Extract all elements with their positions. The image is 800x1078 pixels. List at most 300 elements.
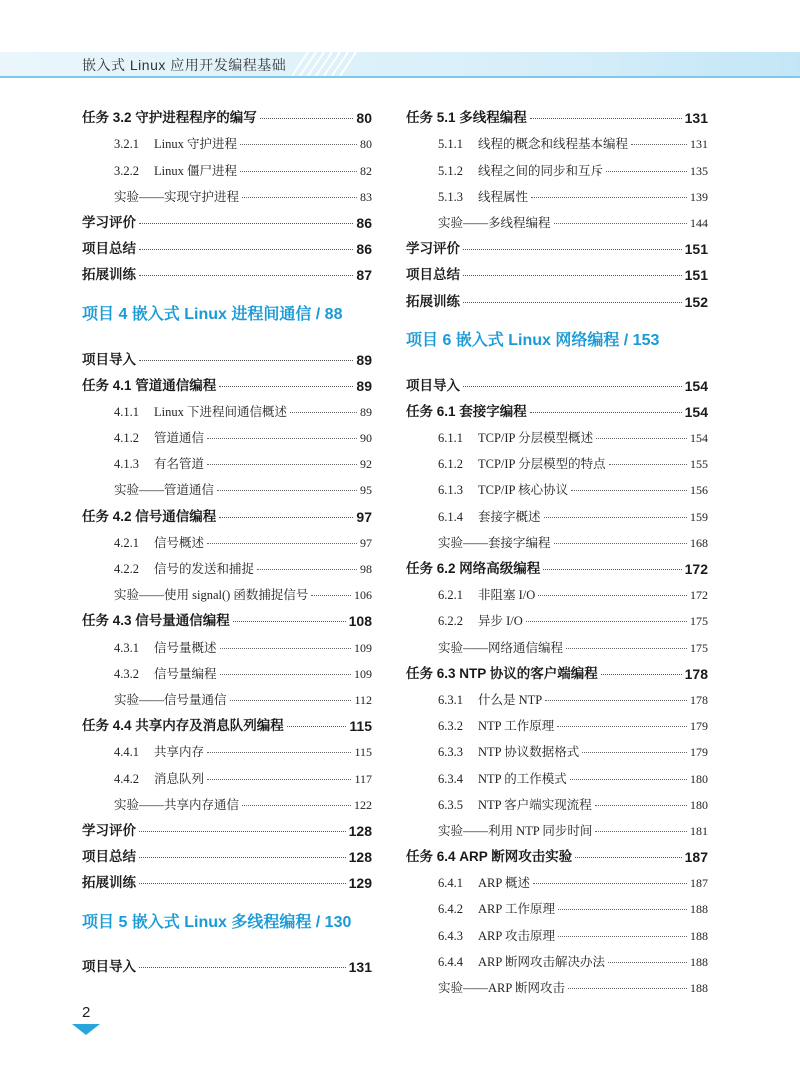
page-ref: 129 (348, 875, 372, 892)
section-number: 6.2.1 (438, 588, 463, 603)
toc-entry-title: 实验——信号量通信 (114, 692, 227, 707)
toc-entry-title: 套接字概述 (478, 509, 541, 524)
toc-entry-label (114, 742, 204, 760)
toc-entry-title: 线程的概念和线程基本编程 (478, 137, 629, 152)
toc-subentry[interactable] (406, 420, 708, 446)
toc-entry-label (438, 873, 530, 891)
toc-entry[interactable] (406, 231, 708, 257)
page-ref: 159 (690, 509, 708, 524)
page-ref: 187 (684, 849, 708, 866)
dot-leader (207, 543, 357, 544)
toc-entry[interactable] (82, 341, 372, 367)
toc-entry-title: 信号量编程 (154, 666, 217, 681)
page-ref: 112 (354, 692, 372, 707)
toc-subentry[interactable] (82, 126, 372, 152)
page-ref: 168 (690, 535, 708, 550)
toc-subentry[interactable] (82, 152, 372, 178)
section-number: 3.2.2 (114, 163, 139, 178)
page-ref: 98 (360, 562, 372, 576)
toc-entry-title: 实验——利用 NTP 同步时间 (438, 823, 593, 838)
toc-subentry[interactable] (82, 787, 372, 813)
toc-subentry[interactable] (406, 603, 708, 629)
page-ref: 117 (354, 771, 372, 786)
dot-leader (219, 386, 353, 387)
page-ref: 178 (690, 692, 708, 707)
dot-leader (526, 621, 687, 622)
toc-subentry[interactable] (406, 813, 708, 839)
project-heading: 项目 6 嵌入式 Linux 网络编程 / 153 (406, 332, 660, 349)
page-ref: 115 (354, 745, 372, 760)
toc-subentry[interactable] (406, 708, 708, 734)
dot-leader (207, 779, 351, 780)
dot-leader (463, 386, 682, 387)
page-marker-triangle (72, 1024, 100, 1035)
toc-subentry[interactable] (82, 760, 372, 786)
toc-subentry[interactable] (406, 179, 708, 205)
toc-entry-title: ARP 攻击原理 (478, 928, 555, 943)
toc-entry-title: 项目导入 (82, 351, 136, 367)
toc-subentry[interactable] (406, 629, 708, 655)
page-ref: 131 (690, 137, 708, 152)
toc-entry-title: 学习评价 (82, 822, 136, 838)
dot-leader (290, 412, 357, 413)
toc-entry-label (438, 507, 541, 525)
toc-entry-label (82, 845, 136, 865)
toc-subentry[interactable] (406, 944, 708, 970)
dot-leader (545, 700, 687, 701)
section-number: 6.4.4 (438, 954, 463, 969)
dot-leader (207, 464, 357, 465)
toc-entry-title: 实验——网络通信编程 (438, 640, 564, 655)
page-ref: 131 (684, 110, 708, 127)
dot-leader (543, 569, 681, 570)
dot-leader (606, 171, 687, 172)
page-ref: 90 (360, 431, 372, 446)
page-ref: 106 (354, 588, 372, 603)
toc-entry[interactable] (406, 257, 708, 283)
page-ref: 187 (690, 876, 708, 891)
toc-entry-label (438, 690, 542, 708)
toc-subentry[interactable] (82, 734, 372, 760)
toc-entry[interactable] (406, 656, 708, 682)
toc-entry[interactable] (82, 368, 372, 394)
page-ref: 151 (684, 241, 708, 258)
section-number: 5.1.3 (438, 189, 463, 204)
dot-leader (631, 144, 687, 145)
toc-entry[interactable] (82, 865, 372, 891)
toc-entry-title: 学习评价 (82, 214, 136, 230)
book-title: 嵌入式 Linux 应用开发编程基础 (82, 57, 287, 73)
section-number: 6.4.1 (438, 876, 463, 891)
toc-subentry[interactable] (82, 577, 372, 603)
toc-entry-title: 线程之间的同步和互斥 (478, 163, 604, 178)
toc-entry-label (82, 348, 136, 368)
dot-leader (463, 249, 682, 250)
dot-leader (240, 144, 357, 145)
dot-leader (220, 648, 351, 649)
toc-entry[interactable] (82, 100, 372, 126)
toc-entry-title: 项目导入 (406, 377, 460, 393)
toc-subentry[interactable] (406, 498, 708, 524)
toc-subentry[interactable] (82, 179, 372, 205)
dot-leader (260, 118, 354, 119)
project-heading: 项目 4 嵌入式 Linux 进程间通信 / 88 (82, 305, 343, 323)
toc-entry[interactable] (406, 839, 708, 865)
toc-entry[interactable] (82, 205, 372, 231)
section-number: 6.3.2 (438, 719, 463, 734)
page-ref: 188 (690, 928, 708, 943)
toc-entry[interactable] (82, 231, 372, 257)
toc-entry-title: 共享内存 (154, 745, 205, 760)
dot-leader (533, 883, 687, 884)
section-number: 4.2.2 (114, 562, 139, 576)
toc-entry-label (438, 480, 568, 498)
page-ref: 139 (690, 189, 708, 204)
dot-leader (139, 360, 353, 361)
section-number: 4.2.1 (114, 535, 139, 550)
toc-entry-label (438, 769, 567, 787)
dot-leader (571, 490, 687, 491)
page-ref: 83 (360, 189, 372, 204)
page-ref: 154 (690, 431, 708, 446)
toc-entry-label (114, 664, 217, 682)
section-number: 5.1.1 (438, 137, 463, 152)
page-ref: 89 (356, 351, 372, 368)
toc-entry[interactable] (82, 257, 372, 283)
dot-leader (554, 223, 687, 224)
toc-subentry[interactable] (406, 734, 708, 760)
toc-entry-title: 信号概述 (154, 535, 205, 550)
page-ref: 92 (360, 457, 372, 472)
toc-subentry[interactable] (82, 394, 372, 420)
toc-entry-title: 任务 6.2 网络高级编程 (406, 561, 541, 576)
toc-entry-title: 项目总结 (406, 267, 460, 283)
page-ref: 131 (348, 959, 372, 976)
toc-entry-label (406, 374, 460, 394)
section-number: 4.1.2 (114, 431, 139, 446)
toc-entry-label (114, 585, 308, 603)
toc-entry[interactable] (406, 368, 708, 394)
section-number: 4.3.2 (114, 666, 139, 681)
dot-leader (139, 275, 353, 276)
dot-leader (139, 249, 353, 250)
toc-entry-title: 实验——套接字编程 (438, 535, 551, 550)
toc-subentry[interactable] (406, 525, 708, 551)
toc-subentry[interactable] (406, 891, 708, 917)
toc-entry-label (82, 237, 136, 257)
page-ref: 180 (690, 797, 708, 812)
toc-subentry[interactable] (406, 682, 708, 708)
page-ref: 172 (684, 561, 708, 577)
page-ref: 156 (690, 483, 708, 498)
toc-left-column (82, 100, 372, 975)
toc-entry-label (438, 716, 554, 734)
page-ref: 172 (690, 588, 708, 603)
dot-leader (595, 831, 687, 832)
page-ref: 97 (356, 508, 372, 525)
page-ref: 109 (354, 666, 372, 681)
page-ref: 109 (354, 640, 372, 655)
dot-leader (230, 700, 352, 701)
dot-leader (311, 595, 351, 596)
toc-entry-title: 项目总结 (82, 241, 136, 257)
toc-entry-label (438, 926, 555, 944)
toc-subentry[interactable] (406, 126, 708, 152)
toc-entry-title: Linux 僵尸进程 (154, 163, 237, 178)
page-ref: 87 (356, 267, 372, 284)
toc-entry-title: 任务 6.4 ARP 断网攻击实验 (406, 849, 573, 865)
dot-leader (558, 909, 687, 910)
page-ref: 180 (690, 771, 708, 786)
toc-entry-label (114, 795, 239, 813)
dot-leader (257, 569, 357, 570)
toc-entry-label (438, 978, 565, 996)
toc-entry-label (82, 955, 136, 975)
toc-subentry[interactable] (406, 472, 708, 498)
toc-entry[interactable] (406, 283, 708, 309)
toc-entry-title: TCP/IP 核心协议 (478, 483, 569, 498)
dot-leader (558, 936, 687, 937)
page-ref: 89 (356, 377, 372, 394)
toc-entry-title: NTP 客户端实现流程 (478, 797, 592, 812)
toc-entry[interactable] (82, 813, 372, 839)
dot-leader (595, 805, 687, 806)
section-number: 6.2.2 (438, 614, 463, 629)
toc-entry-title: NTP 的工作模式 (478, 771, 567, 786)
page-ref: 155 (690, 457, 708, 472)
toc-entry-label (82, 263, 136, 283)
toc-entry-label (438, 638, 563, 656)
toc-entry-label (82, 106, 257, 126)
page-ref: 86 (356, 241, 372, 258)
section-number: 6.1.4 (438, 509, 463, 524)
toc-entry-title: 任务 4.2 信号通信编程 (82, 508, 217, 524)
toc-entry[interactable] (82, 839, 372, 865)
toc-entry-label (438, 952, 605, 970)
toc-entry-title: ARP 概述 (478, 876, 530, 891)
toc-subentry[interactable] (82, 420, 372, 446)
toc-entry-title: 线程属性 (478, 189, 529, 204)
dot-leader (139, 883, 346, 884)
toc-entry-label (438, 795, 592, 813)
toc-entry-title: 异步 I/O (478, 614, 523, 629)
section-number: 6.1.1 (438, 431, 463, 446)
page-header (0, 0, 800, 82)
toc-entry-title: 项目总结 (82, 849, 136, 865)
dot-leader (538, 595, 687, 596)
dot-leader (242, 197, 357, 198)
toc-entry-label (406, 557, 540, 577)
page-ref: 89 (360, 404, 372, 419)
toc-entry-title: 拓展训练 (406, 293, 460, 309)
toc-entry[interactable] (406, 394, 708, 420)
toc-subentry[interactable] (82, 525, 372, 551)
section-number: 4.4.1 (114, 745, 139, 760)
toc-entry-label (406, 662, 598, 682)
toc-entry[interactable] (82, 498, 372, 524)
page-ref: 128 (348, 849, 372, 866)
toc-entry-title: ARP 工作原理 (478, 902, 555, 917)
section-number: 6.4.2 (438, 902, 463, 917)
section-number: 4.1.3 (114, 457, 139, 472)
page-ref: 80 (356, 110, 372, 127)
toc-entry-title: 任务 6.1 套接字编程 (406, 403, 527, 419)
section-number: 6.1.3 (438, 483, 463, 498)
toc-entry[interactable] (82, 949, 372, 975)
toc-entry-label (114, 690, 227, 708)
toc-subentry[interactable] (406, 152, 708, 178)
toc-entry-label (114, 533, 204, 551)
dot-leader (557, 726, 687, 727)
page-ref: 95 (360, 483, 372, 498)
dot-leader (531, 197, 687, 198)
toc-subentry[interactable] (406, 205, 708, 231)
toc-entry-label (114, 638, 217, 656)
toc-entry-label (406, 106, 527, 126)
toc-entry-label (114, 402, 287, 420)
toc-entry-label (114, 454, 204, 472)
toc-entry-label (82, 374, 216, 394)
toc-subentry[interactable] (82, 551, 372, 577)
toc-entry-title: 消息队列 (154, 771, 205, 786)
toc-entry-label (114, 480, 214, 498)
dot-leader (566, 648, 687, 649)
toc-entry-label (406, 263, 460, 283)
project-heading: 项目 5 嵌入式 Linux 多线程编程 / 130 (82, 913, 352, 931)
dot-leader (287, 726, 347, 727)
toc-entry[interactable] (82, 603, 372, 629)
toc-entry-label (82, 871, 136, 891)
page-ref: 86 (356, 214, 372, 231)
toc-entry-label (114, 187, 239, 205)
section-number: 6.3.5 (438, 797, 463, 812)
dot-leader (219, 517, 353, 518)
dot-leader (242, 805, 351, 806)
toc-entry-title: 实验——多线程编程 (438, 215, 551, 230)
dot-leader (139, 967, 346, 968)
page-ref: 188 (690, 981, 708, 995)
toc-subentry[interactable] (82, 472, 372, 498)
toc-subentry[interactable] (406, 446, 708, 472)
dot-leader (217, 490, 357, 491)
toc-entry-label (406, 237, 460, 257)
dot-leader (544, 517, 687, 518)
page-ref: 151 (684, 267, 708, 284)
page-ref: 175 (690, 640, 708, 655)
toc-entry-title: TCP/IP 分层模型的特点 (478, 457, 606, 472)
dot-leader (139, 857, 346, 858)
page-ref: 154 (684, 403, 708, 420)
section-number: 6.3.1 (438, 692, 463, 707)
toc-entry-title: 实验——ARP 断网攻击 (438, 981, 565, 995)
dot-leader (207, 438, 357, 439)
toc-entry-title: 实验——共享内存通信 (114, 797, 240, 812)
toc-subentry[interactable] (406, 787, 708, 813)
section-number: 6.1.2 (438, 457, 463, 472)
toc-entry[interactable] (406, 551, 708, 577)
toc-entry-label (438, 454, 606, 472)
toc-entry-label (438, 161, 603, 179)
toc-entry-title: 有名管道 (154, 457, 205, 472)
toc-entry-title: TCP/IP 分层模型概述 (478, 431, 594, 446)
toc-entry-title: 学习评价 (406, 241, 460, 257)
toc-entry-title: NTP 协议数据格式 (478, 745, 580, 760)
toc-subentry[interactable] (82, 682, 372, 708)
dot-leader (530, 118, 682, 119)
page-ref: 181 (690, 823, 708, 838)
page-ref: 97 (360, 535, 372, 550)
page-ref: 178 (684, 665, 708, 682)
toc-entry-title: Linux 下进程间通信概述 (154, 404, 287, 419)
toc-entry-label (82, 819, 136, 839)
toc-entry-label (82, 211, 136, 231)
dot-leader (570, 779, 687, 780)
dot-leader (568, 988, 687, 989)
page-ref: 115 (349, 718, 372, 735)
toc-entry-label (438, 611, 523, 629)
section-number: 6.3.4 (438, 771, 463, 786)
section-number: 4.3.1 (114, 640, 139, 655)
toc-entry[interactable] (82, 708, 372, 734)
toc-entry-title: 拓展训练 (82, 875, 136, 891)
section-number: 3.2.1 (114, 137, 139, 152)
toc-subentry[interactable] (406, 917, 708, 943)
dot-leader (596, 438, 687, 439)
section-number: 6.4.3 (438, 928, 463, 943)
toc-entry-title: 管道通信 (154, 431, 205, 446)
toc-entry-label (406, 400, 527, 420)
toc-subentry[interactable] (406, 970, 708, 996)
toc-subentry[interactable] (82, 629, 372, 655)
dot-leader (220, 674, 351, 675)
section-number: 4.1.1 (114, 404, 139, 419)
toc-entry-title: ARP 断网攻击解决办法 (478, 954, 605, 969)
page-ref: 179 (690, 719, 708, 734)
toc-subentry[interactable] (406, 577, 708, 603)
page-number: 2 (82, 1004, 91, 1021)
toc-entry-title: 信号的发送和捕捉 (154, 562, 255, 576)
toc-right-column (406, 100, 708, 996)
page-ref: 188 (690, 954, 708, 969)
dot-leader (240, 171, 357, 172)
toc-subentry[interactable] (82, 446, 372, 472)
section-number: 4.4.2 (114, 771, 139, 786)
toc-entry-label (406, 290, 460, 310)
dot-leader (601, 674, 682, 675)
toc-entry-label (82, 609, 230, 629)
toc-entry[interactable] (406, 100, 708, 126)
toc-entry-title: 任务 3.2 守护进程程序的编写 (82, 110, 257, 126)
page-ref: 122 (354, 797, 372, 812)
page-ref: 154 (684, 377, 708, 394)
toc-entry-title: 任务 4.4 共享内存及消息队列编程 (82, 718, 284, 734)
dot-leader (233, 621, 346, 622)
toc-subentry[interactable] (406, 760, 708, 786)
toc-entry-label (438, 742, 579, 760)
toc-entry-title: Linux 守护进程 (154, 137, 237, 152)
page-ref: 144 (690, 215, 708, 230)
toc-entry-title: 项目导入 (82, 959, 136, 975)
dot-leader (139, 223, 353, 224)
toc-entry-title: 实验——使用 signal() 函数捕捉信号 (114, 588, 309, 603)
toc-entry-title: 任务 4.3 信号量通信编程 (82, 613, 230, 629)
toc-entry-label (114, 769, 204, 787)
toc-entry-label (114, 428, 204, 446)
toc-subentry[interactable] (82, 656, 372, 682)
toc-subentry[interactable] (406, 865, 708, 891)
toc-entry-label (114, 161, 237, 179)
toc-entry-label (438, 428, 593, 446)
